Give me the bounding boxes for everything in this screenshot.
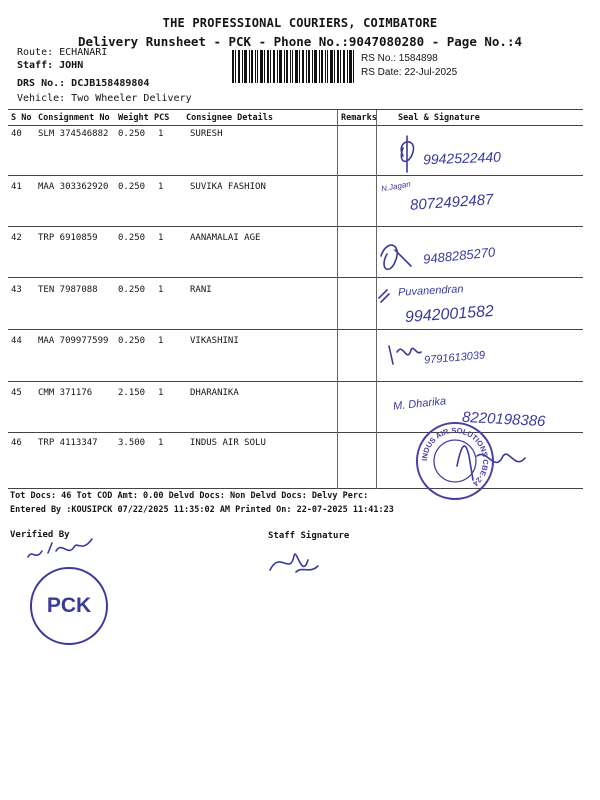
staff-signature-label: Staff Signature <box>268 531 350 541</box>
row-pcs: 1 <box>158 182 164 192</box>
svg-text:INDUS AIR SOLUTIONS CBE-24: INDUS AIR SOLUTIONS CBE-24 <box>419 425 491 489</box>
row-weight: 0.250 <box>118 129 146 139</box>
rs-date: RS Date: 22-Jul-2025 <box>361 67 458 78</box>
vehicle-label: Vehicle: Two Wheeler Delivery <box>17 93 192 104</box>
row-pcs: 1 <box>158 438 164 448</box>
column-header-weight: Weight <box>118 113 149 123</box>
row-sno: 42 <box>11 233 22 243</box>
row-consignment: TEN 7987088 <box>38 285 98 295</box>
signature-scribble <box>381 245 411 269</box>
column-header-remarks: Remarks <box>341 113 377 123</box>
handwritten-name: N.Jagan <box>380 179 412 194</box>
staff-signature <box>266 540 326 584</box>
row-pcs: 1 <box>158 388 164 398</box>
row-consignee: SURESH <box>190 129 223 139</box>
row-pcs: 1 <box>158 285 164 295</box>
column-header-pcs: PCS <box>154 113 170 123</box>
table-bottom-border <box>8 488 583 489</box>
row-weight: 0.250 <box>118 182 146 192</box>
row-sno: 43 <box>11 285 22 295</box>
row-pcs: 1 <box>158 336 164 346</box>
row-sno: 40 <box>11 129 22 139</box>
pck-stamp-text: PCK <box>46 594 92 617</box>
row-consignee: VIKASHINI <box>190 336 239 346</box>
row-consignee: RANI <box>190 285 212 295</box>
signature-scribble <box>379 290 389 302</box>
handwritten-name: Puvanendran <box>397 283 464 299</box>
table-top-border <box>8 109 583 110</box>
signature-scribble <box>401 136 413 172</box>
column-header-consignment: Consignment No <box>38 113 110 123</box>
row-consignment: MAA 709977599 <box>38 336 109 346</box>
staff-label: Staff: JOHN <box>17 60 84 71</box>
handwritten-phone: 9942522440 <box>422 148 502 168</box>
row-weight: 3.500 <box>118 438 146 448</box>
rs-number: RS No.: 1584898 <box>361 53 438 64</box>
row-consignee: INDUS AIR SOLU <box>190 438 266 448</box>
totals-line: Tot Docs: 46 Tot COD Amt: 0.00 Delvd Docs: Non Delvd Docs: Delvy Perc: <box>10 491 369 501</box>
row-pcs: 1 <box>158 129 164 139</box>
row-pcs: 1 <box>158 233 164 243</box>
company-stamp <box>414 420 496 502</box>
remarks-column-divider <box>337 110 338 489</box>
column-header-signature: Seal & Signature <box>398 113 480 123</box>
handwritten-name: M. Dharika <box>392 395 447 413</box>
row-consignment: MAA 303362920 <box>38 182 109 192</box>
handwritten-phone: 8220198386 <box>461 408 546 431</box>
row-weight: 0.250 <box>118 233 146 243</box>
handwritten-phone: 9791613039 <box>423 349 486 367</box>
row-consignment: TRP 6910859 <box>38 233 98 243</box>
row-consignment: TRP 4113347 <box>38 438 98 448</box>
pck-stamp <box>30 567 108 645</box>
row-consignee: AANAMALAI AGE <box>190 233 261 243</box>
row-sno: 44 <box>11 336 22 346</box>
drs-number: DRS No.: DCJB158489804 <box>17 78 150 89</box>
entered-by-line: Entered By :KOUSIPCK 07/22/2025 11:35:02 AM Printed On: 22-07-2025 11:41:23 <box>10 505 394 515</box>
row-sno: 45 <box>11 388 22 398</box>
row-sno: 41 <box>11 182 22 192</box>
signature-scribble <box>389 346 421 364</box>
column-header-sno: S No <box>11 113 32 123</box>
verified-by-label: Verified By <box>10 530 70 540</box>
handwritten-phone: 8072492487 <box>409 191 494 214</box>
row-consignment: CMM 371176 <box>38 388 93 398</box>
handwritten-phone: 9488285270 <box>422 244 496 267</box>
verifier-signature <box>22 527 102 567</box>
row-weight: 2.150 <box>118 388 146 398</box>
company-title: THE PROFESSIONAL COURIERS, COIMBATORE <box>162 16 438 30</box>
row-sno: 46 <box>11 438 22 448</box>
row-weight: 0.250 <box>118 336 146 346</box>
row-weight: 0.250 <box>118 285 146 295</box>
runsheet-subtitle: Delivery Runsheet - PCK - Phone No.:9047080280 - Page No.:4 <box>77 34 522 49</box>
row-consignment: SLM 374546882 <box>38 129 109 139</box>
route-label: Route: ECHANARI <box>17 47 108 58</box>
barcode <box>232 50 354 83</box>
handwritten-phone: 9942001582 <box>404 302 495 327</box>
row-consignee: DHARANIKA <box>190 388 239 398</box>
row-consignee: SUVIKA FASHION <box>190 182 266 192</box>
column-header-consignee: Consignee Details <box>186 113 273 123</box>
